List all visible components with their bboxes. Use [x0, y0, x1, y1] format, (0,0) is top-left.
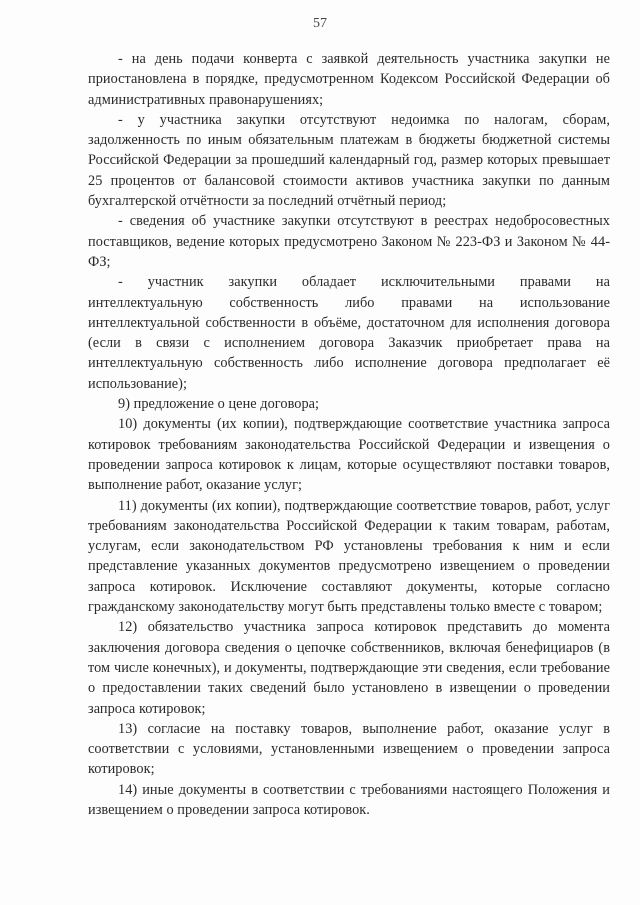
paragraph-item-10: 10) документы (их копии), подтверждающие соответствие участника запроса котировок требованиям законодательства Российской Федерации и извещения о проведении запроса котировок к лицам, которые осуществляют поставки товаров, выполнение работ, оказание услуг; [88, 416, 610, 494]
paragraph-no-tax-arrears: - у участника закупки отсутствуют недоимка по налогам, сборам, задолженность по иным обязательным платежам в бюджеты бюджетной системы Российской Федерации за прошедший календарный год, размер которых превышает 25 процентов от балансовой стоимости активов участника закупки по данным бухгалтерской отчётности за последний отчётный период; [88, 111, 610, 210]
paragraph-item-11: 11) документы (их копии), подтверждающие соответствие товаров, работ, услуг требованиям законодательства Российской Федерации к таким товарам, работам, услугам, если законодательством РФ установлены требования к ним и если представление указанных документов предусмотрено извещением о проведении запроса котировок. Исключение составляют документы, которые согласно гражданскому законодательству могут быть представлены только вместе с товаром; [88, 497, 610, 616]
paragraph-item-14: 14) иные документы в соответствии с требованиями настоящего Положения и извещением о проведении запроса котировок. [88, 781, 610, 818]
paragraph-item-9: 9) предложение о цене договора; [118, 396, 320, 413]
paragraph-not-in-registry: - сведения об участнике закупки отсутствуют в реестрах недобросовестных поставщиков, ведение которых предусмотрено Законом № 223-ФЗ и Законом № 44-ФЗ; [88, 213, 610, 270]
paragraph-item-13: 13) согласие на поставку товаров, выполнение работ, оказание услуг в соответствии с условиями, установленными извещением о проведении запроса котировок; [88, 720, 610, 778]
paragraph-item-12: 12) обязательство участника запроса котировок представить до момента заключения договора сведения о цепочке собственников, включая бенефициаров (в том числе конечных), и документы, подтверждающие эти сведения, если требование о предоставлении таких сведений было установлено в извещении о проведении запроса котировок; [88, 619, 610, 717]
document-body [88, 49, 610, 820]
page-number: 57 [313, 16, 327, 31]
paragraph-not-suspended: - на день подачи конверта с заявкой деятельность участника закупки не приостановлена в порядке, предусмотренном Кодексом Российской Федерации об административных правонарушениях; [88, 51, 610, 108]
paragraph-ip-rights: - участник закупки обладает исключительными правами на интеллектуальную собственность либо правами на использование интеллектуальной собственности в объёме, достаточном для исполнения договора (если в связи с исполнением договора Заказчик приобретает права на интеллектуальную собственность либо исполнение договора предполагает её использование); [88, 274, 610, 392]
